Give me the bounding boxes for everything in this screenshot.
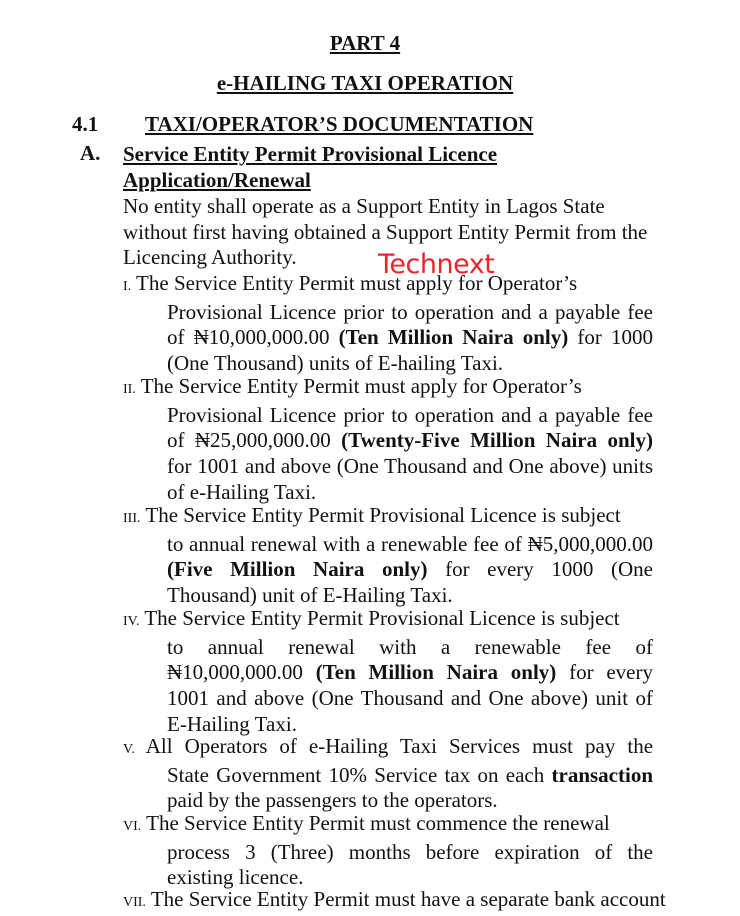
item-text: for every 1001 and above (One Thousand and One above) unit of E-Hailing Taxi. [167,660,653,736]
list-item [123,503,653,609]
item-numeral: VII. [123,895,146,910]
list-item [123,271,653,377]
list-item [123,811,653,891]
subsection-intro: No entity shall operate as a Support Entity in Lagos State without first having obtained a Support Entity Permit from the Licencing Authority. [123,194,648,270]
item-text: for 1000 (One Thousand) units of E-hailing Taxi. [167,325,653,376]
item-text: All Operators of e-Hailing Taxi Services must pay the [145,734,654,758]
item-numeral: VI. [123,819,142,834]
item-text: State Government 10% Service tax on each [167,762,552,787]
section-title: TAXI/OPERATOR’S DOCUMENTATION [145,112,534,136]
item-numeral: III. [123,511,141,526]
item-numeral: V. [123,742,135,757]
item-text: for every 1000 (One Thousand) unit of E-Hailing Taxi. [167,557,653,608]
item-bold-text: (Twenty-Five Million Naira only) [341,428,653,453]
item-text: for 1001 and above (One Thousand and One above) units of e-Hailing Taxi. [167,454,653,504]
item-text: Provisional Licence prior to operation and a payable fee of ₦25,000,000.00 [167,402,653,453]
item-numeral: I. [123,279,132,294]
item-bold-text: (Ten Million Naira only) [315,660,557,685]
item-numeral: IV. [123,614,140,629]
item-text: The Service Entity Permit must commence the renewal [146,811,610,835]
item-text: process 3 (Three) months before expiration of the existing licence. [167,839,653,890]
item-text: paid by the passengers to the operators. [167,788,498,813]
item-numeral: II. [123,382,136,397]
item-bold-text: (Five Million Naira only) [167,557,428,582]
list-item [123,374,653,506]
item-text: The Service Entity Permit must have a separate bank account [150,887,666,911]
part-heading: PART 4 [329,31,401,55]
item-bold-text: (Ten Million Naira only) [338,325,569,350]
watermark: Technext [378,249,495,280]
item-text: to annual renewal with a renewable fee of ₦5,000,000.00 [167,531,653,556]
list-item-partial [123,887,666,916]
subsection-title: Service Entity Permit Provisional Licence Application/Renewal [123,142,498,192]
list-item [123,734,653,814]
item-text: to annual renewal with a renewable fee of ₦10,000,000.00 [167,634,653,685]
item-text: The Service Entity Permit must apply for Operator’s [136,271,578,295]
item-text: The Service Entity Permit Provisional Licence is subject [145,503,621,527]
part-title: e-HAILING TAXI OPERATION [216,71,514,95]
item-text: The Service Entity Permit Provisional Licence is subject [144,606,620,630]
section-number: 4.1 [72,112,99,136]
list-item [123,606,653,738]
item-text: Provisional Licence prior to operation and a payable fee of ₦10,000,000.00 [167,299,653,350]
item-bold-text: transaction [551,762,653,787]
item-text: The Service Entity Permit must apply for Operator’s [140,374,582,398]
subsection-letter: A. [80,141,101,165]
